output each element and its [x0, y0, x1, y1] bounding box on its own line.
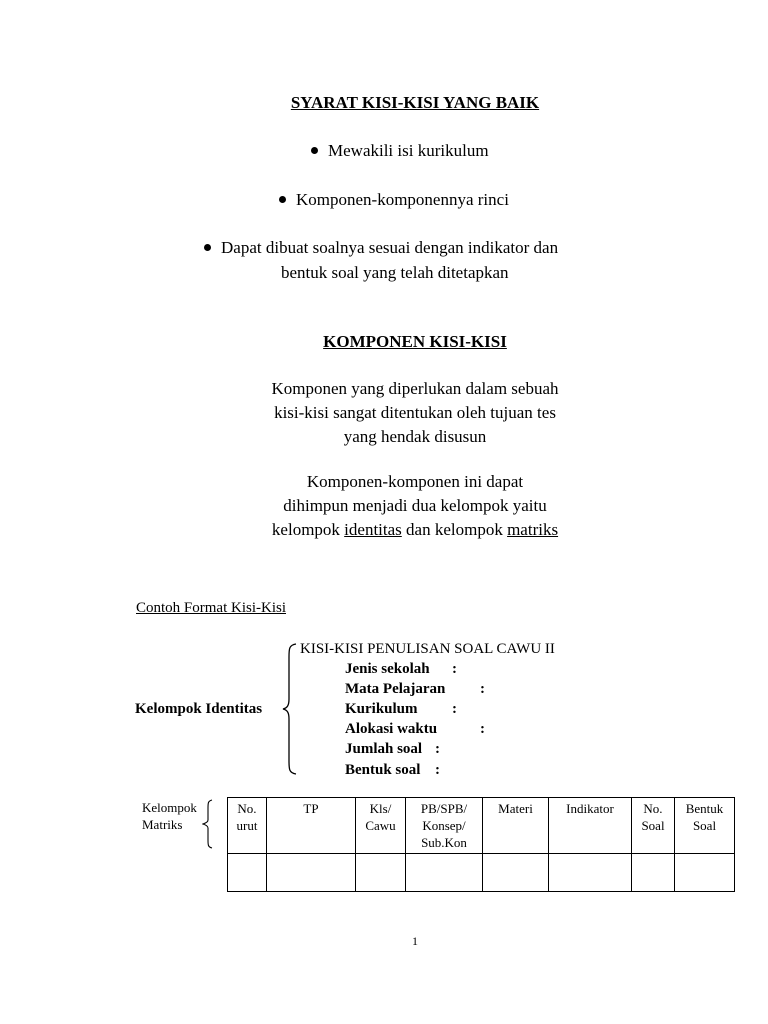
- table-row: [228, 854, 735, 892]
- header-text: No.: [643, 801, 663, 816]
- identity-title: KISI-KISI PENULISAN SOAL CAWU II: [300, 641, 555, 657]
- bullet-icon: [279, 196, 286, 203]
- table-cell: [406, 854, 483, 892]
- paragraph-2: [0, 470, 768, 542]
- header-text: Bentuk: [685, 801, 724, 816]
- bullet-icon: [204, 244, 211, 251]
- identity-brace-icon: [282, 643, 298, 775]
- paragraph-1-line: Komponen yang diperlukan dalam sebuah: [271, 379, 559, 398]
- paragraph-2-line: dihimpun menjadi dua kelompok yaitu: [283, 496, 547, 515]
- field-colon: :: [435, 762, 440, 778]
- header-text: TP: [303, 801, 319, 816]
- header-materi: [483, 798, 549, 854]
- field-colon: :: [435, 741, 440, 757]
- field-mata-pelajaran: [345, 681, 485, 698]
- table-cell: [632, 854, 675, 892]
- header-kls-cawu: [356, 798, 406, 854]
- bullet-item-2: Komponen-komponennya rinci: [279, 190, 509, 210]
- table-cell: [267, 854, 356, 892]
- paragraph-2-line: Komponen-komponen ini dapat: [306, 472, 524, 491]
- table-cell: [228, 854, 267, 892]
- field-label: Jenis sekolah: [345, 661, 430, 677]
- header-text: Kls/: [369, 801, 392, 816]
- page-number: 1: [412, 934, 418, 948]
- paragraph-1: [0, 377, 768, 449]
- table-header-row: [228, 798, 735, 854]
- header-tp: [267, 798, 356, 854]
- field-jumlah-soal: [345, 741, 440, 758]
- paragraph-1-line: kisi-kisi sangat ditentukan oleh tujuan tes: [274, 403, 556, 422]
- table-cell: [549, 854, 632, 892]
- matrix-table: [227, 797, 735, 892]
- header-text: Soal: [641, 818, 665, 833]
- field-colon: :: [480, 721, 485, 737]
- bullet-item-3: Dapat dibuat soalnya sesuai dengan indikator dan: [204, 238, 558, 258]
- table-cell: [675, 854, 735, 892]
- matrix-brace-icon: [202, 799, 214, 849]
- field-jenis-sekolah: [345, 661, 457, 678]
- matrix-label-line: Matriks: [142, 817, 183, 832]
- field-label: Kurikulum: [345, 701, 418, 717]
- field-alokasi-waktu: [345, 721, 485, 738]
- header-text: Soal: [692, 818, 717, 833]
- field-colon: :: [452, 661, 457, 677]
- header-text: Materi: [498, 801, 533, 816]
- table-cell: [356, 854, 406, 892]
- field-bentuk-soal: [345, 762, 440, 779]
- paragraph-2-last-line: [0, 518, 768, 542]
- field-colon: :: [452, 701, 457, 717]
- matrix-label-line: Kelompok: [142, 800, 197, 815]
- paragraph-1-line: yang hendak disusun: [343, 427, 487, 446]
- heading-komponen: KOMPONEN KISI-KISI: [323, 332, 507, 351]
- header-bentuk-soal: [675, 798, 735, 854]
- field-label: Mata Pelajaran: [345, 681, 446, 697]
- header-no-soal: [632, 798, 675, 854]
- bullet-item-3-cont: bentuk soal yang telah ditetapkan: [281, 263, 509, 282]
- bullet-icon: [311, 147, 318, 154]
- header-text: Indikator: [566, 801, 614, 816]
- header-text: No.: [237, 801, 257, 816]
- header-text: PB/SPB/: [420, 801, 468, 816]
- bullet-item-1: Mewakili isi kurikulum: [311, 141, 489, 161]
- header-indikator: [549, 798, 632, 854]
- header-text: Cawu: [365, 818, 396, 833]
- table-cell: [483, 854, 549, 892]
- matrix-group-label: [142, 799, 197, 833]
- field-label: Jumlah soal: [345, 741, 423, 757]
- field-colon: :: [480, 681, 485, 697]
- format-caption: Contoh Format Kisi-Kisi: [136, 600, 287, 616]
- field-label: Bentuk soal: [345, 762, 421, 778]
- underlined-word-identitas: identitas: [344, 520, 402, 539]
- header-no-urut: [228, 798, 267, 854]
- text-run: kelompok: [271, 520, 345, 539]
- header-text: Konsep/: [422, 818, 466, 833]
- text-run: dan kelompok: [401, 520, 508, 539]
- header-text: urut: [236, 818, 258, 833]
- header-pb-spb: [406, 798, 483, 854]
- heading-syarat: SYARAT KISI-KISI YANG BAIK: [290, 93, 540, 112]
- field-label: Alokasi waktu: [345, 721, 438, 737]
- header-text: Sub.Kon: [421, 835, 467, 850]
- field-kurikulum: [345, 701, 457, 718]
- identity-group-label: Kelompok Identitas: [135, 701, 263, 717]
- underlined-word-matriks: matriks: [507, 520, 559, 539]
